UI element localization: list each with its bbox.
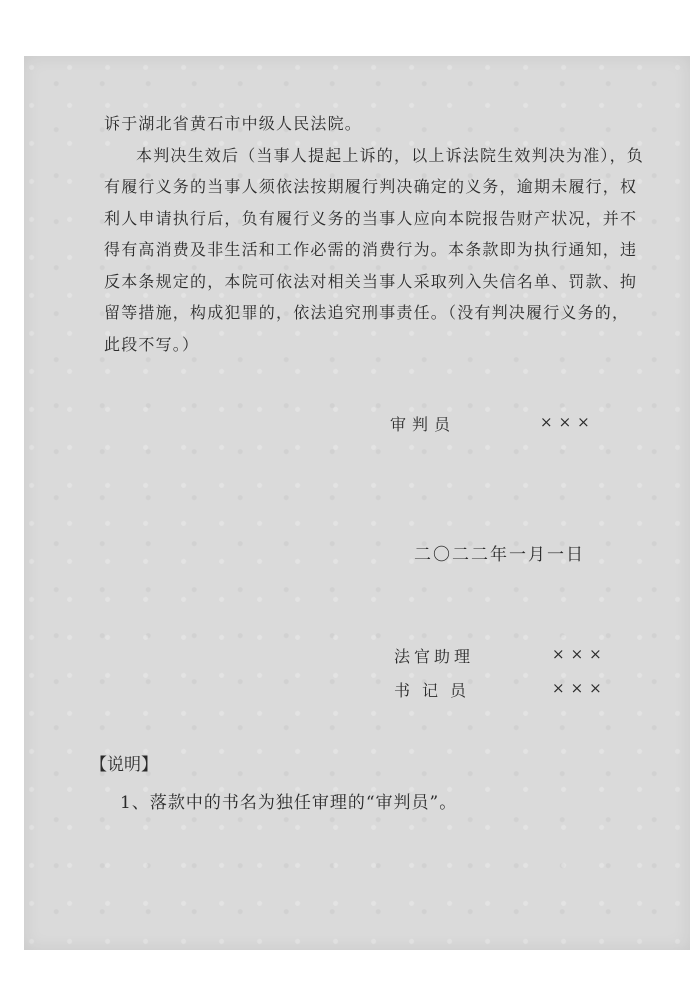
scanned-document bbox=[24, 56, 690, 950]
clerk-name: ××× bbox=[552, 679, 608, 697]
body-line-1: 诉于湖北省黄石市中级人民法院。 bbox=[104, 114, 363, 133]
judgment-body-text bbox=[104, 108, 644, 360]
note-item-1: 1、落款中的书名为独任审理的“审判员”。 bbox=[120, 793, 458, 813]
assistant-name: ××× bbox=[552, 645, 608, 663]
judge-title: 审判员 bbox=[390, 415, 457, 434]
note-heading: 【说明】 bbox=[90, 755, 158, 775]
assistant-title: 法官助理 bbox=[394, 647, 475, 666]
clerk-title: 书记员 bbox=[394, 681, 479, 700]
judge-name: ××× bbox=[540, 413, 596, 431]
body-paragraph-enforcement: 本判决生效后（当事人提起上诉的，以上诉法院生效判决为准），负有履行义务的当事人须依法按期履行判决确定的义务，逾期未履行，权利人申请执行后，负有履行义务的当事人应向本院报告财产状况，并不得有高消费及非生活和工作必需的消费行为。本条款即为执行通知，违反本条规定的，本院可依法对相关当事人采取列入失信名单、罚款、拘留等措施，构成犯罪的，依法追究刑事责任。（没有判决履行义务的，此段不写。） bbox=[104, 145, 645, 354]
judgment-date: 二〇二二年一月一日 bbox=[414, 545, 585, 565]
